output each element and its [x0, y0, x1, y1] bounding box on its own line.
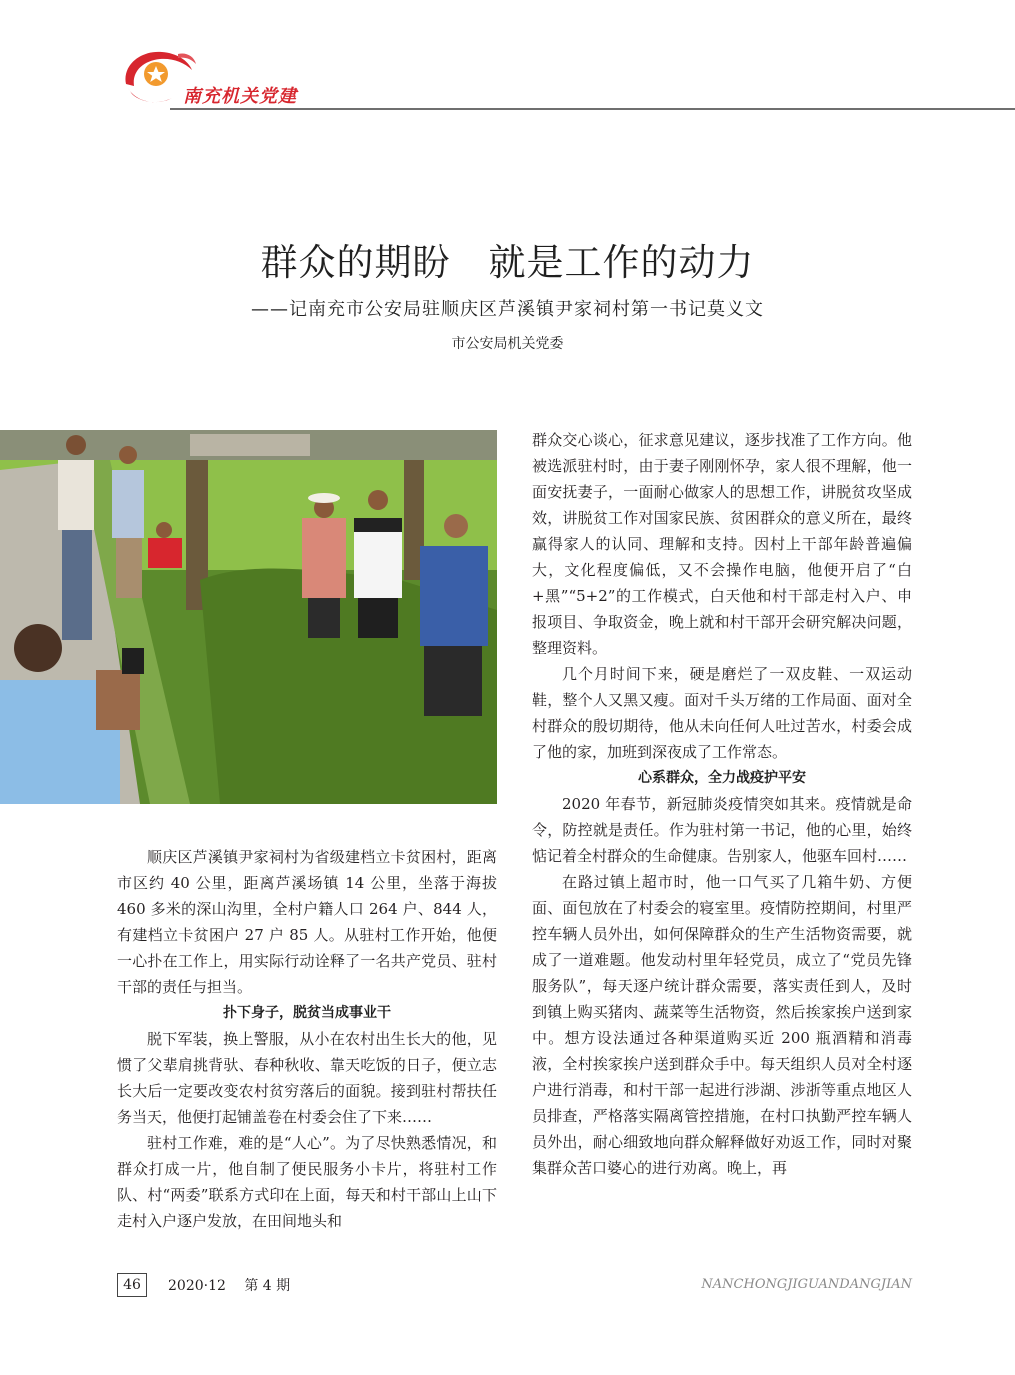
issue-number: 第 4 期	[244, 1278, 291, 1294]
section-name: 南充机关党建	[183, 86, 297, 107]
article-author: 市公安局机关党委	[451, 336, 564, 352]
article-title: 群众的期盼 就是工作的动力	[260, 241, 755, 284]
article-photo	[0, 430, 497, 804]
paragraph: 2020 年春节，新冠肺炎疫情突如其来。疫情就是命令，防控就是责任。作为驻村第一书记，他的心里，始终惦记着全村群众的生命健康。告别家人，他驱车回村……	[532, 795, 912, 865]
article-subtitle: ——记南充市公安局驻顺庆区芦溪镇尹家祠村第一书记莫义文	[251, 299, 764, 320]
right-column	[532, 427, 912, 1181]
issue-date: 2020·12	[168, 1278, 226, 1294]
magazine-pinyin-name: NANCHONGJIGUANDANGJIAN	[701, 1277, 912, 1292]
paragraph: 几个月时间下来，硬是磨烂了一双皮鞋、一双运动鞋，整个人又黑又瘦。面对千头万绪的工作局面、面对全村群众的殷切期待，他从未向任何人吐过苦水，村委会成了他的家，加班到深夜成了工作常态。	[532, 665, 912, 761]
paragraph: 在路过镇上超市时，他一口气买了几箱牛奶、方便面、面包放在了村委会的寝室里。疫情防控期间，村里严控车辆人员外出，如何保障群众的生产生活物资需要，就成了一道难题。他发动村里年轻党员，成立了“党员先锋服务队”，每天逐户统计群众需要，落实责任到人，及时到镇上购买猪肉、蔬菜等生活物资，然后挨家挨户送到家中。想方设法通过各种渠道购买近 200 瓶酒精和消毒液，全村挨家挨户送到群众手中。每天组织人员对全村逐户进行消毒，和村干部一起进行涉湖、涉浙等重点地区人员排查，严格落实隔离管控措施，在村口执勤严控车辆人员外出，耐心细致地向群众解释做好劝返工作，同时对聚集群众苦口婆心的进行劝离。晚上，再	[532, 873, 912, 1177]
page-number: 46	[117, 1273, 147, 1297]
paragraph: 群众交心谈心，征求意见建议，逐步找准了工作方向。他被选派驻村时，由于妻子刚刚怀孕，家人很不理解，他一面安抚妻子，一面耐心做家人的思想工作，讲脱贫攻坚成效，讲脱贫工作对国家民族、贫困群众的意义所在，最终赢得家人的认同、理解和支持。因村上干部年龄普遍偏大，文化程度偏低，又不会操作电脑，他便开启了“白+黑”“5+2”的工作模式，白天他和村干部走村入户、申报项目、争取资金，晚上就和村干部开会研究解决问题，整理资料。	[532, 431, 912, 657]
paragraph: 脱下军装，换上警服，从小在农村出生长大的他，见惯了父辈肩挑背驮、春种秋收、靠天吃饭的日子，便立志长大后一定要改变农村贫穷落后的面貌。接到驻村帮扶任务当天，他便打起铺盖卷在村委会住了下来……	[117, 1030, 497, 1126]
section-heading: 心系群众，全力战疫护平安	[638, 770, 806, 786]
left-column	[117, 844, 497, 1234]
paragraph: 顺庆区芦溪镇尹家祠村为省级建档立卡贫困村，距离市区约 40 公里，距离芦溪场镇 14 公里，坐落于海拔 460 多米的深山沟里，全村户籍人口 264 户、844 人，有建档立卡贫困户 27 户 85 人。从驻村工作开始，他便一心扑在工作上，用实际行动诠释了一名共产党员、驻村干部的责任与担当。	[117, 848, 497, 996]
section-heading: 扑下身子，脱贫当成事业干	[223, 1005, 391, 1021]
paragraph: 驻村工作难，难的是“人心”。为了尽快熟悉情况，和群众打成一片，他自制了便民服务小卡片，将驻村工作队、村“两委”联系方式印在上面，每天和村干部山上山下走村入户逐户发放，在田间地头和	[117, 1134, 497, 1230]
issue-info	[168, 1275, 304, 1295]
header-divider	[170, 108, 1015, 110]
